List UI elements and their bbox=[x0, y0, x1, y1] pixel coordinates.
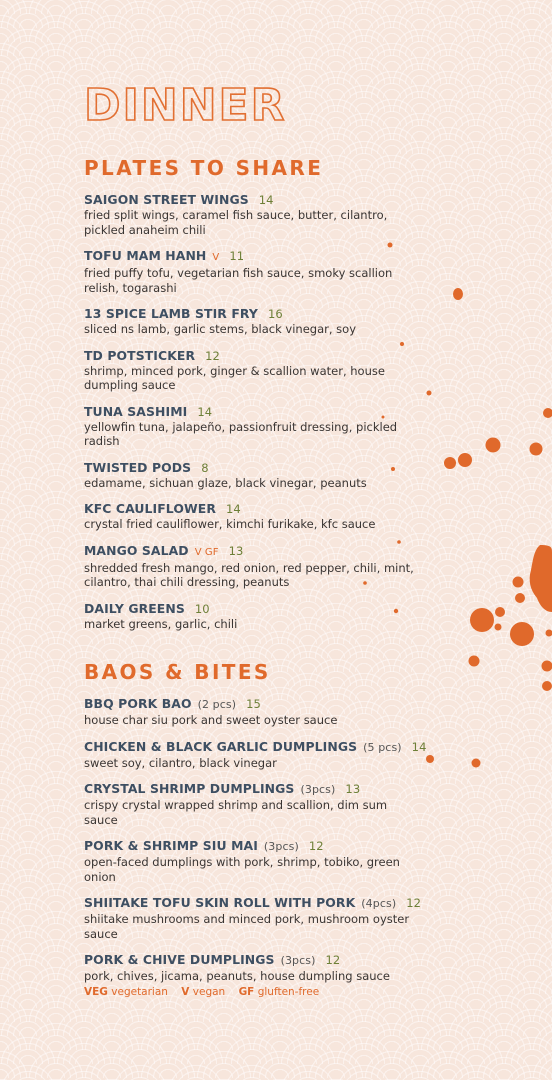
menu-item-header bbox=[84, 501, 524, 517]
menu-item bbox=[84, 404, 524, 449]
menu-item-description: shredded fresh mango, red onion, red pepper, chili, mint, cilantro, thai chili dressing, peanuts bbox=[84, 560, 414, 589]
menu-item-name: PORK & CHIVE DUMPLINGS bbox=[84, 952, 275, 967]
legend-item bbox=[181, 986, 225, 998]
menu-item-description: pork, chives, jicama, peanuts, house dumpling sauce bbox=[84, 969, 390, 983]
menu-item bbox=[84, 838, 524, 884]
menu-item-price: 12 bbox=[406, 896, 422, 910]
menu-item-header bbox=[84, 601, 524, 617]
legend-item bbox=[84, 986, 168, 998]
menu-item-name: DAILY GREENS bbox=[84, 600, 185, 616]
menu-item-quantity: (3pcs) bbox=[300, 783, 336, 796]
menu-item-price: 10 bbox=[194, 601, 210, 616]
menu-item-quantity: (4pcs) bbox=[361, 897, 397, 910]
menu-item-header bbox=[84, 248, 524, 266]
menu-item-description: fried puffy tofu, vegetarian fish sauce, smoky scallion relish, togarashi bbox=[84, 266, 393, 295]
menu-item-name: SHIITAKE TOFU SKIN ROLL WITH PORK bbox=[84, 895, 356, 910]
menu-item bbox=[84, 601, 524, 632]
menu-item-price: 8 bbox=[201, 460, 209, 475]
dietary-tag: V GF bbox=[194, 546, 219, 558]
menu-item-name: CHICKEN & BLACK GARLIC DUMPLINGS bbox=[84, 738, 358, 754]
menu-item-header bbox=[84, 404, 524, 420]
menu-item-price: 14 bbox=[197, 404, 213, 419]
legend-label: vegetarian bbox=[111, 986, 168, 998]
menu-item-quantity: (3pcs) bbox=[280, 954, 316, 967]
legend-key: GF bbox=[238, 986, 255, 998]
menu-item-description: shrimp, minced pork, ginger & scallion water, house dumpling sauce bbox=[84, 363, 385, 392]
menu-item-name: CRYSTAL SHRIMP DUMPLINGS bbox=[84, 781, 295, 796]
menu-item bbox=[84, 348, 524, 393]
menu-item-name: BBQ PORK BAO bbox=[84, 696, 192, 711]
menu-item-price: 13 bbox=[228, 543, 244, 558]
menu-item-name: PORK & SHRIMP SIU MAI bbox=[84, 838, 258, 853]
menu-item-header bbox=[84, 192, 524, 208]
menu-item-name: MANGO SALAD bbox=[84, 542, 189, 558]
menu-item-quantity: (2 pcs) bbox=[197, 698, 237, 711]
menu-item bbox=[84, 781, 524, 827]
menu-item-description: yellowfin tuna, jalapeño, passionfruit dressing, pickled radish bbox=[84, 419, 398, 448]
section-title: BAOS & BITES bbox=[84, 660, 271, 684]
menu-item-name: 13 SPICE LAMB STIR FRY bbox=[84, 306, 258, 321]
menu-item-header bbox=[84, 348, 524, 364]
menu-item-price: 15 bbox=[246, 697, 261, 711]
menu-item-name: KFC CAULIFLOWER bbox=[84, 501, 216, 516]
menu-item-header bbox=[84, 543, 524, 561]
menu-item-quantity: (5 pcs) bbox=[363, 740, 402, 754]
menu-item-name: TD POTSTICKER bbox=[84, 347, 196, 363]
dietary-tag: V bbox=[212, 252, 220, 263]
menu-item-description: sliced ns lamb, garlic stems, black vinegar, soy bbox=[84, 322, 357, 336]
menu-item bbox=[84, 306, 524, 337]
legend-label: vegan bbox=[192, 986, 226, 998]
menu-item-description: crystal fried cauliflower, kimchi furikake, kfc sauce bbox=[84, 517, 376, 531]
menu-item bbox=[84, 192, 524, 237]
menu-item bbox=[84, 543, 524, 590]
menu-title: DINNER bbox=[84, 80, 287, 131]
menu-item bbox=[84, 895, 524, 941]
menu-item-price: 12 bbox=[205, 348, 220, 363]
menu-item-price: 14 bbox=[411, 739, 427, 754]
menu-item-price: 14 bbox=[225, 502, 241, 516]
menu-item-price: 12 bbox=[308, 839, 324, 853]
menu-item-description: crispy crystal wrapped shrimp and scallion, dim sum sauce bbox=[84, 798, 388, 827]
menu-item-price: 14 bbox=[258, 193, 274, 207]
menu-item-name: TWISTED PODS bbox=[84, 459, 192, 475]
section-gap bbox=[84, 642, 524, 660]
menu-item-description: house char siu pork and sweet oyster sauce bbox=[84, 713, 338, 727]
menu-item-header bbox=[84, 696, 524, 713]
menu-sections bbox=[84, 156, 524, 984]
menu-item bbox=[84, 501, 524, 532]
menu-item-header bbox=[84, 952, 524, 969]
menu-item bbox=[84, 248, 524, 295]
menu-item bbox=[84, 696, 524, 728]
legend-key: VEG bbox=[84, 986, 108, 998]
menu-item-header bbox=[84, 838, 524, 855]
menu-item-description: edamame, sichuan glaze, black vinegar, peanuts bbox=[84, 475, 367, 490]
menu-item bbox=[84, 739, 524, 771]
menu-item-name: TOFU MAM HANH bbox=[84, 248, 207, 263]
menu-item-price: 13 bbox=[345, 782, 361, 796]
menu-item bbox=[84, 952, 524, 984]
legend-label: gluften-free bbox=[257, 986, 320, 998]
menu-item-description: open-faced dumplings with pork, shrimp, tobiko, green onion bbox=[84, 855, 400, 884]
menu-item-header bbox=[84, 895, 524, 912]
menu-item-description: sweet soy, cilantro, black vinegar bbox=[84, 755, 277, 770]
menu-item-description: fried split wings, caramel fish sauce, butter, cilantro, pickled anaheim chili bbox=[84, 208, 388, 237]
menu-item-quantity: (3pcs) bbox=[263, 840, 299, 853]
menu-item-header bbox=[84, 781, 524, 798]
menu-item-name: TUNA SASHIMI bbox=[84, 403, 188, 419]
menu-item-price: 12 bbox=[325, 953, 341, 967]
dietary-legend bbox=[84, 986, 329, 998]
menu-item-price: 11 bbox=[229, 249, 245, 263]
menu-item-price: 16 bbox=[267, 307, 283, 321]
menu-item-header bbox=[84, 460, 524, 476]
legend-key: V bbox=[181, 986, 190, 998]
menu-item-description: shiitake mushrooms and minced pork, mushroom oyster sauce bbox=[84, 912, 410, 941]
menu-item-header bbox=[84, 739, 524, 756]
menu-page bbox=[84, 80, 524, 995]
menu-item-description: market greens, garlic, chili bbox=[84, 616, 238, 631]
menu-item bbox=[84, 460, 524, 491]
menu-item-name: SAIGON STREET WINGS bbox=[84, 192, 249, 207]
section-title: PLATES TO SHARE bbox=[84, 156, 324, 180]
menu-item-header bbox=[84, 306, 524, 322]
legend-item bbox=[239, 986, 320, 998]
